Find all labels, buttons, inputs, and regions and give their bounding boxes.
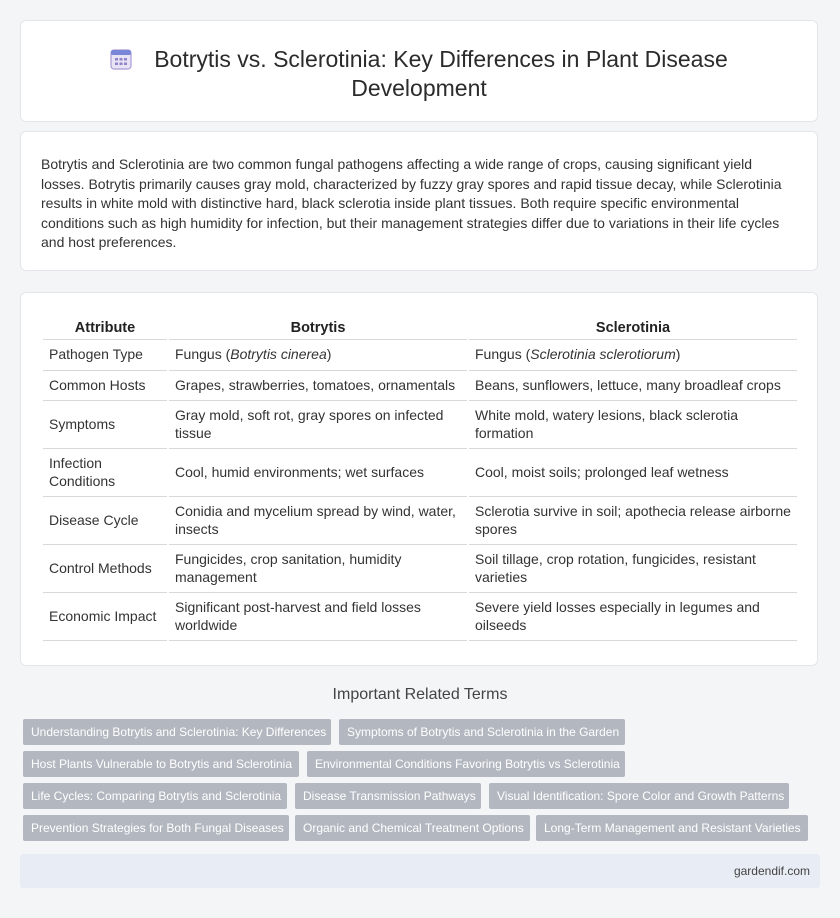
- related-term-link[interactable]: Understanding Botrytis and Sclerotinia: Key Differences: [23, 719, 331, 745]
- row-attribute: Symptoms: [43, 401, 167, 449]
- row-botrytis: Cool, humid environments; wet surfaces: [169, 449, 467, 497]
- row-botrytis: Fungus (Botrytis cinerea): [169, 340, 467, 371]
- header-attribute: Attribute: [43, 313, 167, 340]
- row-botrytis: Grapes, strawberries, tomatoes, ornamentals: [169, 371, 467, 402]
- row-attribute: Common Hosts: [43, 371, 167, 402]
- header-botrytis: Botrytis: [169, 313, 467, 340]
- row-botrytis: Gray mold, soft rot, gray spores on infected tissue: [169, 401, 467, 449]
- table-row: [43, 545, 797, 593]
- related-term-link[interactable]: Life Cycles: Comparing Botrytis and Sclerotinia: [23, 783, 287, 809]
- comparison-table-card: [20, 292, 818, 666]
- row-sclerotinia: Beans, sunflowers, lettuce, many broadleaf crops: [469, 371, 797, 402]
- comparison-table: [41, 313, 799, 641]
- row-botrytis: Significant post-harvest and field losses worldwide: [169, 593, 467, 641]
- row-sclerotinia: Fungus (Sclerotinia sclerotiorum): [469, 340, 797, 371]
- row-attribute: Disease Cycle: [43, 497, 167, 545]
- related-term-link[interactable]: Environmental Conditions Favoring Botrytis vs Sclerotinia: [307, 751, 625, 777]
- row-sclerotinia: Soil tillage, crop rotation, fungicides, resistant varieties: [469, 545, 797, 593]
- table-row: [43, 497, 797, 545]
- row-botrytis: Fungicides, crop sanitation, humidity management: [169, 545, 467, 593]
- table-row: [43, 449, 797, 497]
- intro-card: [20, 131, 818, 271]
- related-term-link[interactable]: Prevention Strategies for Both Fungal Diseases: [23, 815, 289, 841]
- row-sclerotinia: White mold, watery lesions, black sclerotia formation: [469, 401, 797, 449]
- title-line-1: Botrytis vs. Sclerotinia: Key Differences in Plant Disease: [154, 46, 728, 72]
- table-row: [43, 401, 797, 449]
- row-attribute: Economic Impact: [43, 593, 167, 641]
- table-header-row: [43, 313, 797, 340]
- footer-site-link[interactable]: gardendif.com: [733, 864, 810, 878]
- related-term-link[interactable]: Disease Transmission Pathways: [295, 783, 481, 809]
- title-line-2: Development: [351, 75, 487, 101]
- table-row: [43, 593, 797, 641]
- related-term-link[interactable]: Organic and Chemical Treatment Options: [295, 815, 530, 841]
- row-botrytis: Conidia and mycelium spread by wind, water, insects: [169, 497, 467, 545]
- row-attribute: Infection Conditions: [43, 449, 167, 497]
- table-row: [43, 340, 797, 371]
- row-attribute: Control Methods: [43, 545, 167, 593]
- related-term-link[interactable]: Visual Identification: Spore Color and Growth Patterns: [489, 783, 789, 809]
- header-card: [20, 20, 818, 122]
- page-title: [21, 45, 817, 103]
- related-term-link[interactable]: Host Plants Vulnerable to Botrytis and Sclerotinia: [23, 751, 299, 777]
- header-sclerotinia: Sclerotinia: [469, 313, 797, 340]
- row-attribute: Pathogen Type: [43, 340, 167, 371]
- related-term-link[interactable]: Symptoms of Botrytis and Sclerotinia in the Garden: [339, 719, 625, 745]
- footer: [20, 854, 820, 888]
- intro-paragraph: Botrytis and Sclerotinia are two common fungal pathogens affecting a wide range of crops, causing significant yield losses. Botrytis primarily causes gray mold, characterized by fuzzy gray spores and rapid tissue decay, while Sclerotinia results in white mold with distinctive hard, black sclerotia inside plant tissues. Both require specific environmental conditions such as high humidity for infection, but their management strategies differ due to variations in their life cycles and host preferences.: [41, 156, 782, 250]
- calendar-icon: [110, 48, 132, 70]
- related-terms-title: Important Related Terms: [332, 686, 508, 703]
- row-sclerotinia: Cool, moist soils; prolonged leaf wetness: [469, 449, 797, 497]
- related-term-link[interactable]: Long-Term Management and Resistant Varieties: [536, 815, 808, 841]
- row-sclerotinia: Severe yield losses especially in legumes and oilseeds: [469, 593, 797, 641]
- table-row: [43, 371, 797, 402]
- row-sclerotinia: Sclerotia survive in soil; apothecia release airborne spores: [469, 497, 797, 545]
